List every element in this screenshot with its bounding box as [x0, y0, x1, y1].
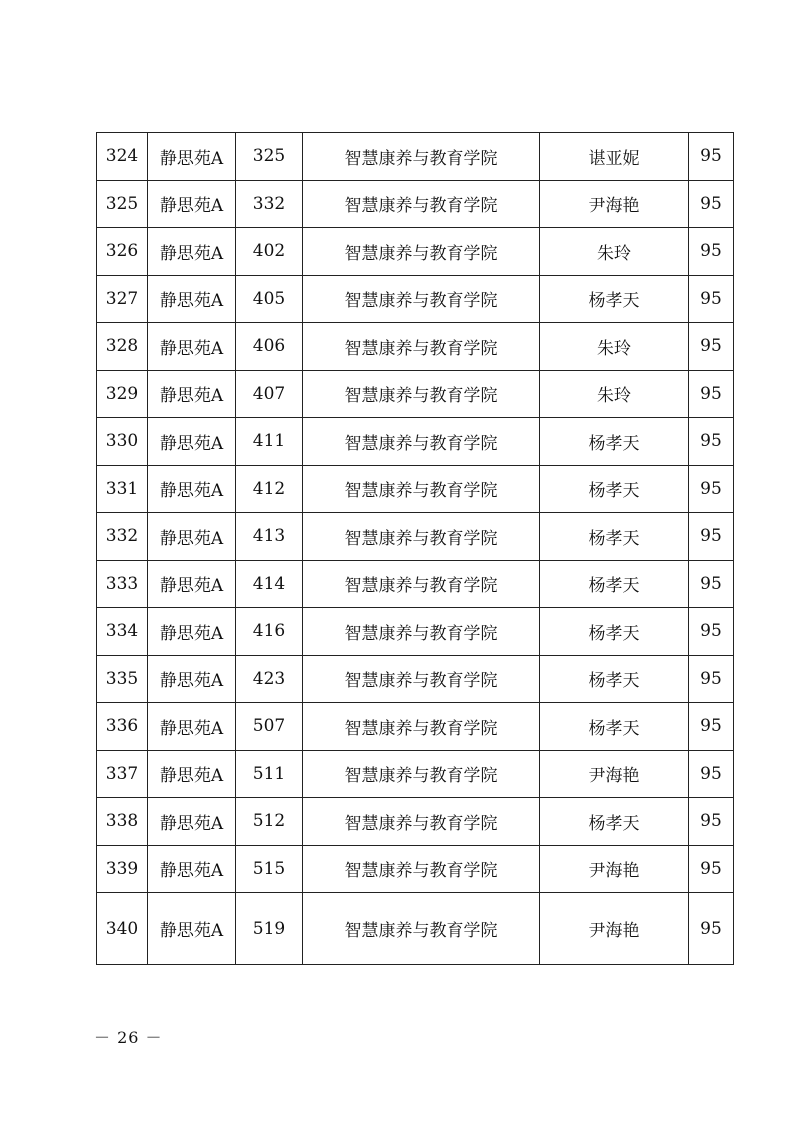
cell-building: 静思苑A: [148, 275, 236, 323]
cell-number: 327: [97, 275, 148, 323]
cell-college: 智慧康养与教育学院: [303, 275, 540, 323]
cell-score: 95: [689, 133, 734, 181]
cell-building: 静思苑A: [148, 845, 236, 893]
cell-college: 智慧康养与教育学院: [303, 750, 540, 798]
cell-score: 95: [689, 703, 734, 751]
table-row: [97, 513, 734, 561]
table-row: [97, 845, 734, 893]
cell-building: 静思苑A: [148, 513, 236, 561]
cell-number: 335: [97, 655, 148, 703]
cell-room: 325: [236, 133, 303, 181]
table-row: [97, 750, 734, 798]
table-row: [97, 275, 734, 323]
cell-inspector: 尹海艳: [540, 845, 689, 893]
cell-building: 静思苑A: [148, 370, 236, 418]
cell-score: 95: [689, 418, 734, 466]
table-row: [97, 703, 734, 751]
table-row: [97, 370, 734, 418]
cell-room: 405: [236, 275, 303, 323]
cell-room: 423: [236, 655, 303, 703]
cell-room: 512: [236, 798, 303, 846]
cell-inspector: 杨孝天: [540, 655, 689, 703]
cell-room: 406: [236, 323, 303, 371]
cell-score: 95: [689, 845, 734, 893]
cell-number: 340: [97, 893, 148, 965]
cell-inspector: 杨孝天: [540, 703, 689, 751]
cell-room: 414: [236, 560, 303, 608]
cell-score: 95: [689, 655, 734, 703]
page-number: － 26 －: [94, 1028, 163, 1047]
table-row: [97, 180, 734, 228]
table-row: [97, 608, 734, 656]
cell-building: 静思苑A: [148, 133, 236, 181]
cell-building: 静思苑A: [148, 655, 236, 703]
cell-score: 95: [689, 893, 734, 965]
cell-room: 416: [236, 608, 303, 656]
table-row: [97, 893, 734, 965]
cell-college: 智慧康养与教育学院: [303, 798, 540, 846]
cell-room: 407: [236, 370, 303, 418]
cell-number: 328: [97, 323, 148, 371]
cell-inspector: 杨孝天: [540, 465, 689, 513]
cell-inspector: 朱玲: [540, 370, 689, 418]
cell-number: 330: [97, 418, 148, 466]
cell-number: 334: [97, 608, 148, 656]
cell-number: 337: [97, 750, 148, 798]
cell-college: 智慧康养与教育学院: [303, 655, 540, 703]
cell-score: 95: [689, 560, 734, 608]
cell-score: 95: [689, 275, 734, 323]
cell-number: 329: [97, 370, 148, 418]
cell-college: 智慧康养与教育学院: [303, 845, 540, 893]
cell-college: 智慧康养与教育学院: [303, 893, 540, 965]
cell-college: 智慧康养与教育学院: [303, 323, 540, 371]
cell-room: 412: [236, 465, 303, 513]
cell-college: 智慧康养与教育学院: [303, 370, 540, 418]
cell-college: 智慧康养与教育学院: [303, 418, 540, 466]
table-row: [97, 228, 734, 276]
cell-inspector: 杨孝天: [540, 560, 689, 608]
cell-building: 静思苑A: [148, 323, 236, 371]
cell-number: 338: [97, 798, 148, 846]
cell-building: 静思苑A: [148, 465, 236, 513]
cell-inspector: 杨孝天: [540, 275, 689, 323]
cell-building: 静思苑A: [148, 798, 236, 846]
cell-inspector: 谌亚妮: [540, 133, 689, 181]
cell-inspector: 杨孝天: [540, 798, 689, 846]
cell-score: 95: [689, 750, 734, 798]
cell-college: 智慧康养与教育学院: [303, 180, 540, 228]
cell-room: 332: [236, 180, 303, 228]
cell-inspector: 尹海艳: [540, 893, 689, 965]
cell-room: 511: [236, 750, 303, 798]
cell-score: 95: [689, 608, 734, 656]
cell-inspector: 尹海艳: [540, 180, 689, 228]
cell-score: 95: [689, 323, 734, 371]
cell-college: 智慧康养与教育学院: [303, 513, 540, 561]
cell-building: 静思苑A: [148, 560, 236, 608]
table-row: [97, 798, 734, 846]
cell-building: 静思苑A: [148, 180, 236, 228]
cell-college: 智慧康养与教育学院: [303, 133, 540, 181]
cell-college: 智慧康养与教育学院: [303, 560, 540, 608]
cell-building: 静思苑A: [148, 703, 236, 751]
table-row: [97, 465, 734, 513]
table-row: [97, 560, 734, 608]
cell-building: 静思苑A: [148, 228, 236, 276]
cell-college: 智慧康养与教育学院: [303, 703, 540, 751]
cell-college: 智慧康养与教育学院: [303, 465, 540, 513]
cell-inspector: 朱玲: [540, 323, 689, 371]
cell-number: 333: [97, 560, 148, 608]
table-row: [97, 133, 734, 181]
cell-college: 智慧康养与教育学院: [303, 608, 540, 656]
cell-inspector: 杨孝天: [540, 608, 689, 656]
table-body: [97, 133, 734, 965]
cell-room: 515: [236, 845, 303, 893]
cell-building: 静思苑A: [148, 750, 236, 798]
table-row: [97, 655, 734, 703]
cell-building: 静思苑A: [148, 893, 236, 965]
cell-inspector: 杨孝天: [540, 418, 689, 466]
cell-number: 332: [97, 513, 148, 561]
cell-room: 411: [236, 418, 303, 466]
table-row: [97, 418, 734, 466]
cell-score: 95: [689, 513, 734, 561]
table-row: [97, 323, 734, 371]
cell-number: 331: [97, 465, 148, 513]
cell-score: 95: [689, 370, 734, 418]
cell-building: 静思苑A: [148, 418, 236, 466]
cell-building: 静思苑A: [148, 608, 236, 656]
cell-score: 95: [689, 798, 734, 846]
cell-college: 智慧康养与教育学院: [303, 228, 540, 276]
cell-room: 402: [236, 228, 303, 276]
cell-inspector: 杨孝天: [540, 513, 689, 561]
cell-number: 339: [97, 845, 148, 893]
cell-number: 325: [97, 180, 148, 228]
dormitory-score-table: [96, 132, 734, 965]
cell-score: 95: [689, 465, 734, 513]
cell-number: 326: [97, 228, 148, 276]
cell-number: 324: [97, 133, 148, 181]
cell-score: 95: [689, 180, 734, 228]
cell-number: 336: [97, 703, 148, 751]
cell-inspector: 尹海艳: [540, 750, 689, 798]
cell-room: 519: [236, 893, 303, 965]
cell-room: 507: [236, 703, 303, 751]
cell-room: 413: [236, 513, 303, 561]
cell-inspector: 朱玲: [540, 228, 689, 276]
cell-score: 95: [689, 228, 734, 276]
